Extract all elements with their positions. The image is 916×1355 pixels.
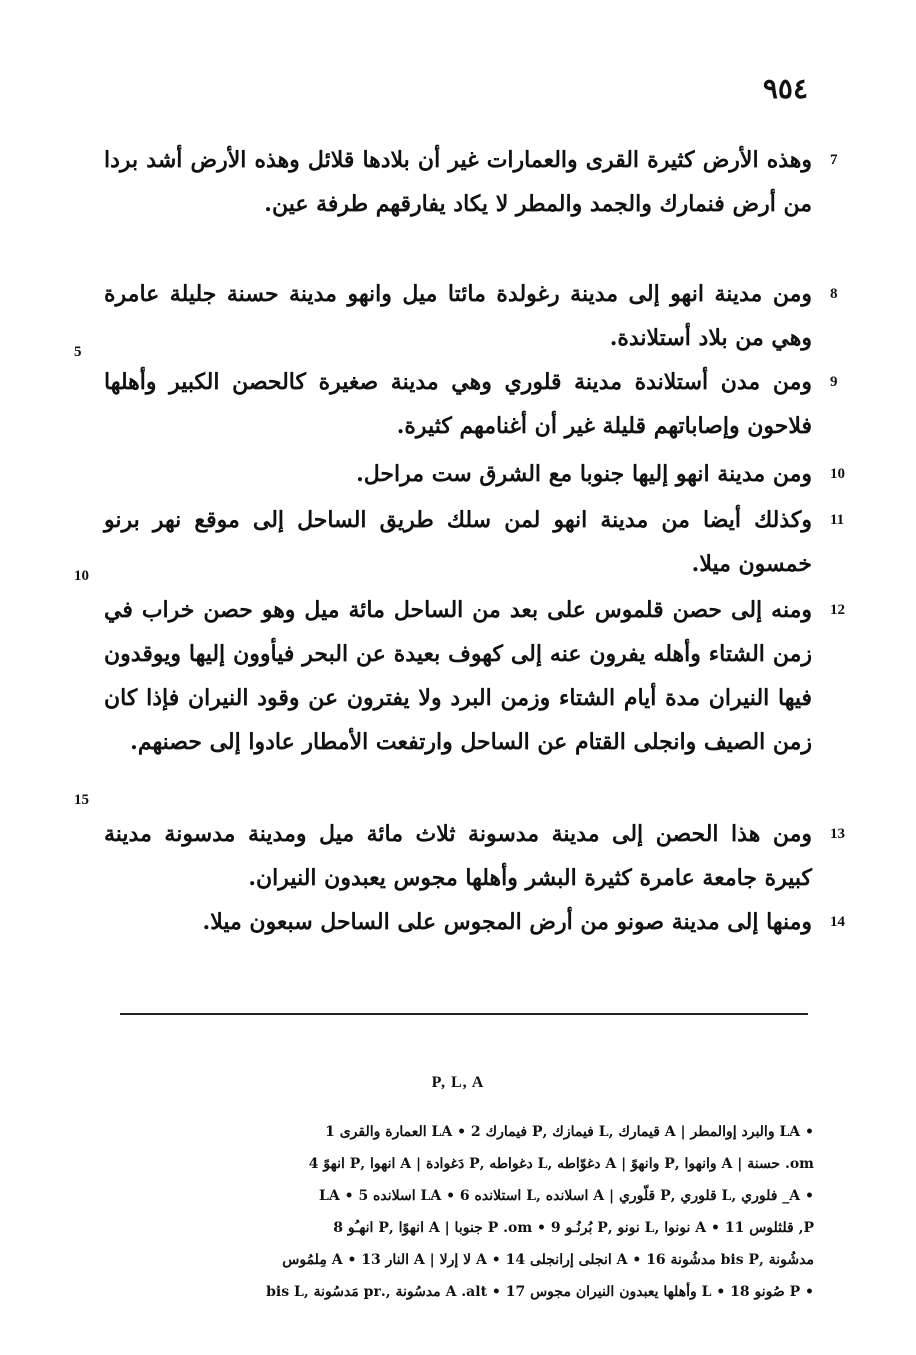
paragraph-number: 12 [830,602,845,618]
paragraph-number: 9 [830,374,838,390]
apparatus-line: • P صُونو 18 • L وأهلها يعبدون النيران مجوس 17 • A .alt مدسُونة ,.pr مَدسُونة ,bis L [266,1284,814,1300]
paragraph-text: ومن مدن أستلاندة مدينة قلوري وهي مدينة صغيرة كالحصن الكبير وأهلها فلاحون وإصاباتهم قليلة غير أن أغنامهم كثيرة. [104,369,812,439]
apparatus-line: om. حسنة | A وانهوا ,P وانهوً | A دغوّاطه ,L دغواطه ,P دَغوادة | A انهوا ,P انهوً 4 [308,1156,814,1172]
paragraph-text: ومنها إلى مدينة صونو من أرض المجوس على الساحل سبعون ميلا. [202,909,812,935]
line-number: 15 [74,792,89,808]
line-number: 10 [74,568,89,584]
manuscript-sigla: P, L, A [431,1074,485,1091]
line-number: 5 [74,344,82,360]
paragraph-text: ومن مدينة انهو إلى مدينة رغولدة مائتا ميل وانهو مدينة حسنة جليلة عامرة وهي من بلاد أستلاندة. [104,281,812,351]
paragraph-text: وكذلك أيضا من مدينة انهو لمن سلك طريق الساحل إلى موقع نهر برنو خمسون ميلا. [104,507,812,577]
page-number: ٩٥٤ [762,72,808,105]
paragraph-text: وهذه الأرض كثيرة القرى والعمارات غير أن بلادها قلائل وهذه الأرض أشد بردا من أرض فنمارك والجمد والمطر لا يكاد يفارقهم طرفة عين. [104,147,812,217]
paragraph-number: 7 [830,152,838,168]
apparatus-line: مدشُونة ,bis P مدشُونة 16 • A انجلى إرانجلى 14 • A لا إرلا | A النار 13 • A مِلمُوس [282,1252,814,1268]
paragraph-number: 13 [830,826,845,842]
footnote-divider [120,1013,808,1015]
apparatus-line: • LA والبرد إوالمطر | A قيمارك ,L فيمازك ,P فيمارك 2 • LA العمارة والقرى 1 [325,1124,814,1140]
paragraph-number: 11 [830,512,845,528]
paragraph-number: 10 [830,466,845,482]
paragraph-number: 14 [830,914,845,930]
paragraph-text: ومن مدينة انهو إليها جنوبا مع الشرق ست مراحل. [356,461,812,487]
paragraph-text: ومن هذا الحصن إلى مدينة مدسونة ثلاث مائة ميل ومدينة مدسونة مدينة كبيرة جامعة عامرة كثيرة البشر وأهلها مجوس يعبدون النيران. [104,821,813,891]
paragraph-number: 8 [830,286,838,302]
apparatus-line: • A_ فلوري ,L قلوري ,P قلّوري | A اسلانده ,L استلانده 6 • LA اسلانده 5 • LA [319,1188,814,1204]
apparatus-line: P, قلثلوس 11 • A نونوا ,L نونو ,P بُرنُـو 9 • P .om جنوبا | A انهوًا ,P انهـُو 8 [333,1220,814,1236]
paragraph-text: ومنه إلى حصن قلموس على بعد من الساحل مائة ميل وهو حصن خراب في زمن الشتاء وأهله يفرون عنه إلى كهوف بعيدة عن البحر فيأوون إليها ويوقدون فيها النيران مدة أيام الشتاء وزمن البرد ولا يفترون عن وقود النيران فإذا كان زمن الصيف وانجلى القتام عن الساحل وارتفعت الأمطار عادوا إلى حصنهم. [104,597,812,755]
